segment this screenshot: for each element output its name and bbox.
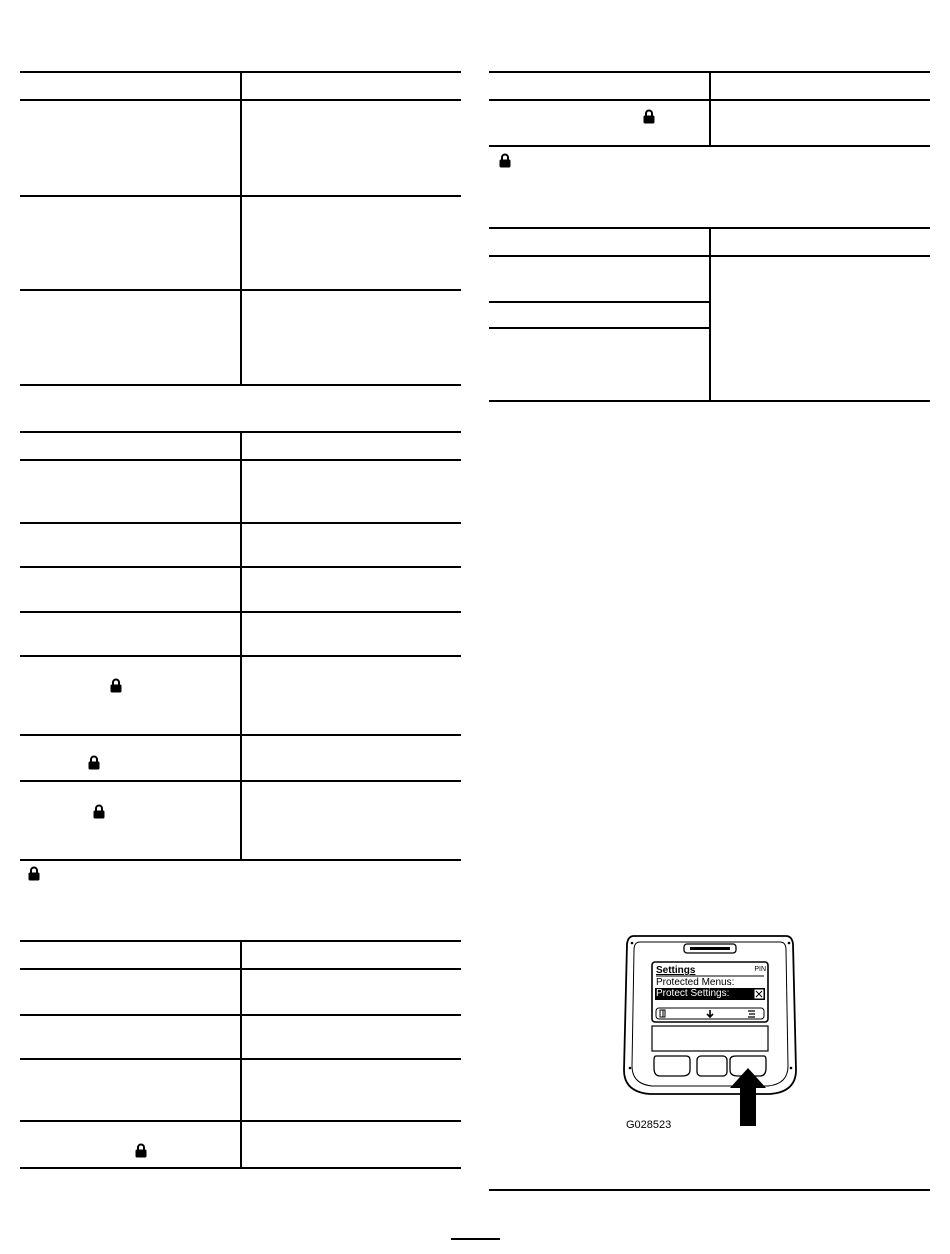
lock-icon xyxy=(110,678,122,693)
screen-line-2: Protect Settings: xyxy=(656,988,730,999)
lock-icon xyxy=(28,866,40,881)
figure-label: G028523 xyxy=(626,1119,672,1131)
left-table-3 xyxy=(20,940,461,1169)
footer-rule xyxy=(489,1189,930,1191)
screen-title: Settings xyxy=(656,965,696,976)
table-row xyxy=(489,257,709,303)
lock-icon xyxy=(499,153,511,168)
right-table-2 xyxy=(489,227,930,402)
left-table-2 xyxy=(20,431,461,861)
lock-icon xyxy=(93,804,105,819)
lock-icon xyxy=(88,755,100,770)
right-table-1 xyxy=(489,71,930,147)
screen-pin: PIN xyxy=(754,966,766,973)
page-number-rule xyxy=(451,1238,500,1240)
left-table-1 xyxy=(20,71,461,386)
screen-line-1: Protected Menus: xyxy=(656,977,735,988)
lock-icon xyxy=(643,109,655,124)
table-row xyxy=(489,303,709,329)
lock-icon xyxy=(135,1143,147,1158)
info-center-figure xyxy=(620,930,800,1130)
